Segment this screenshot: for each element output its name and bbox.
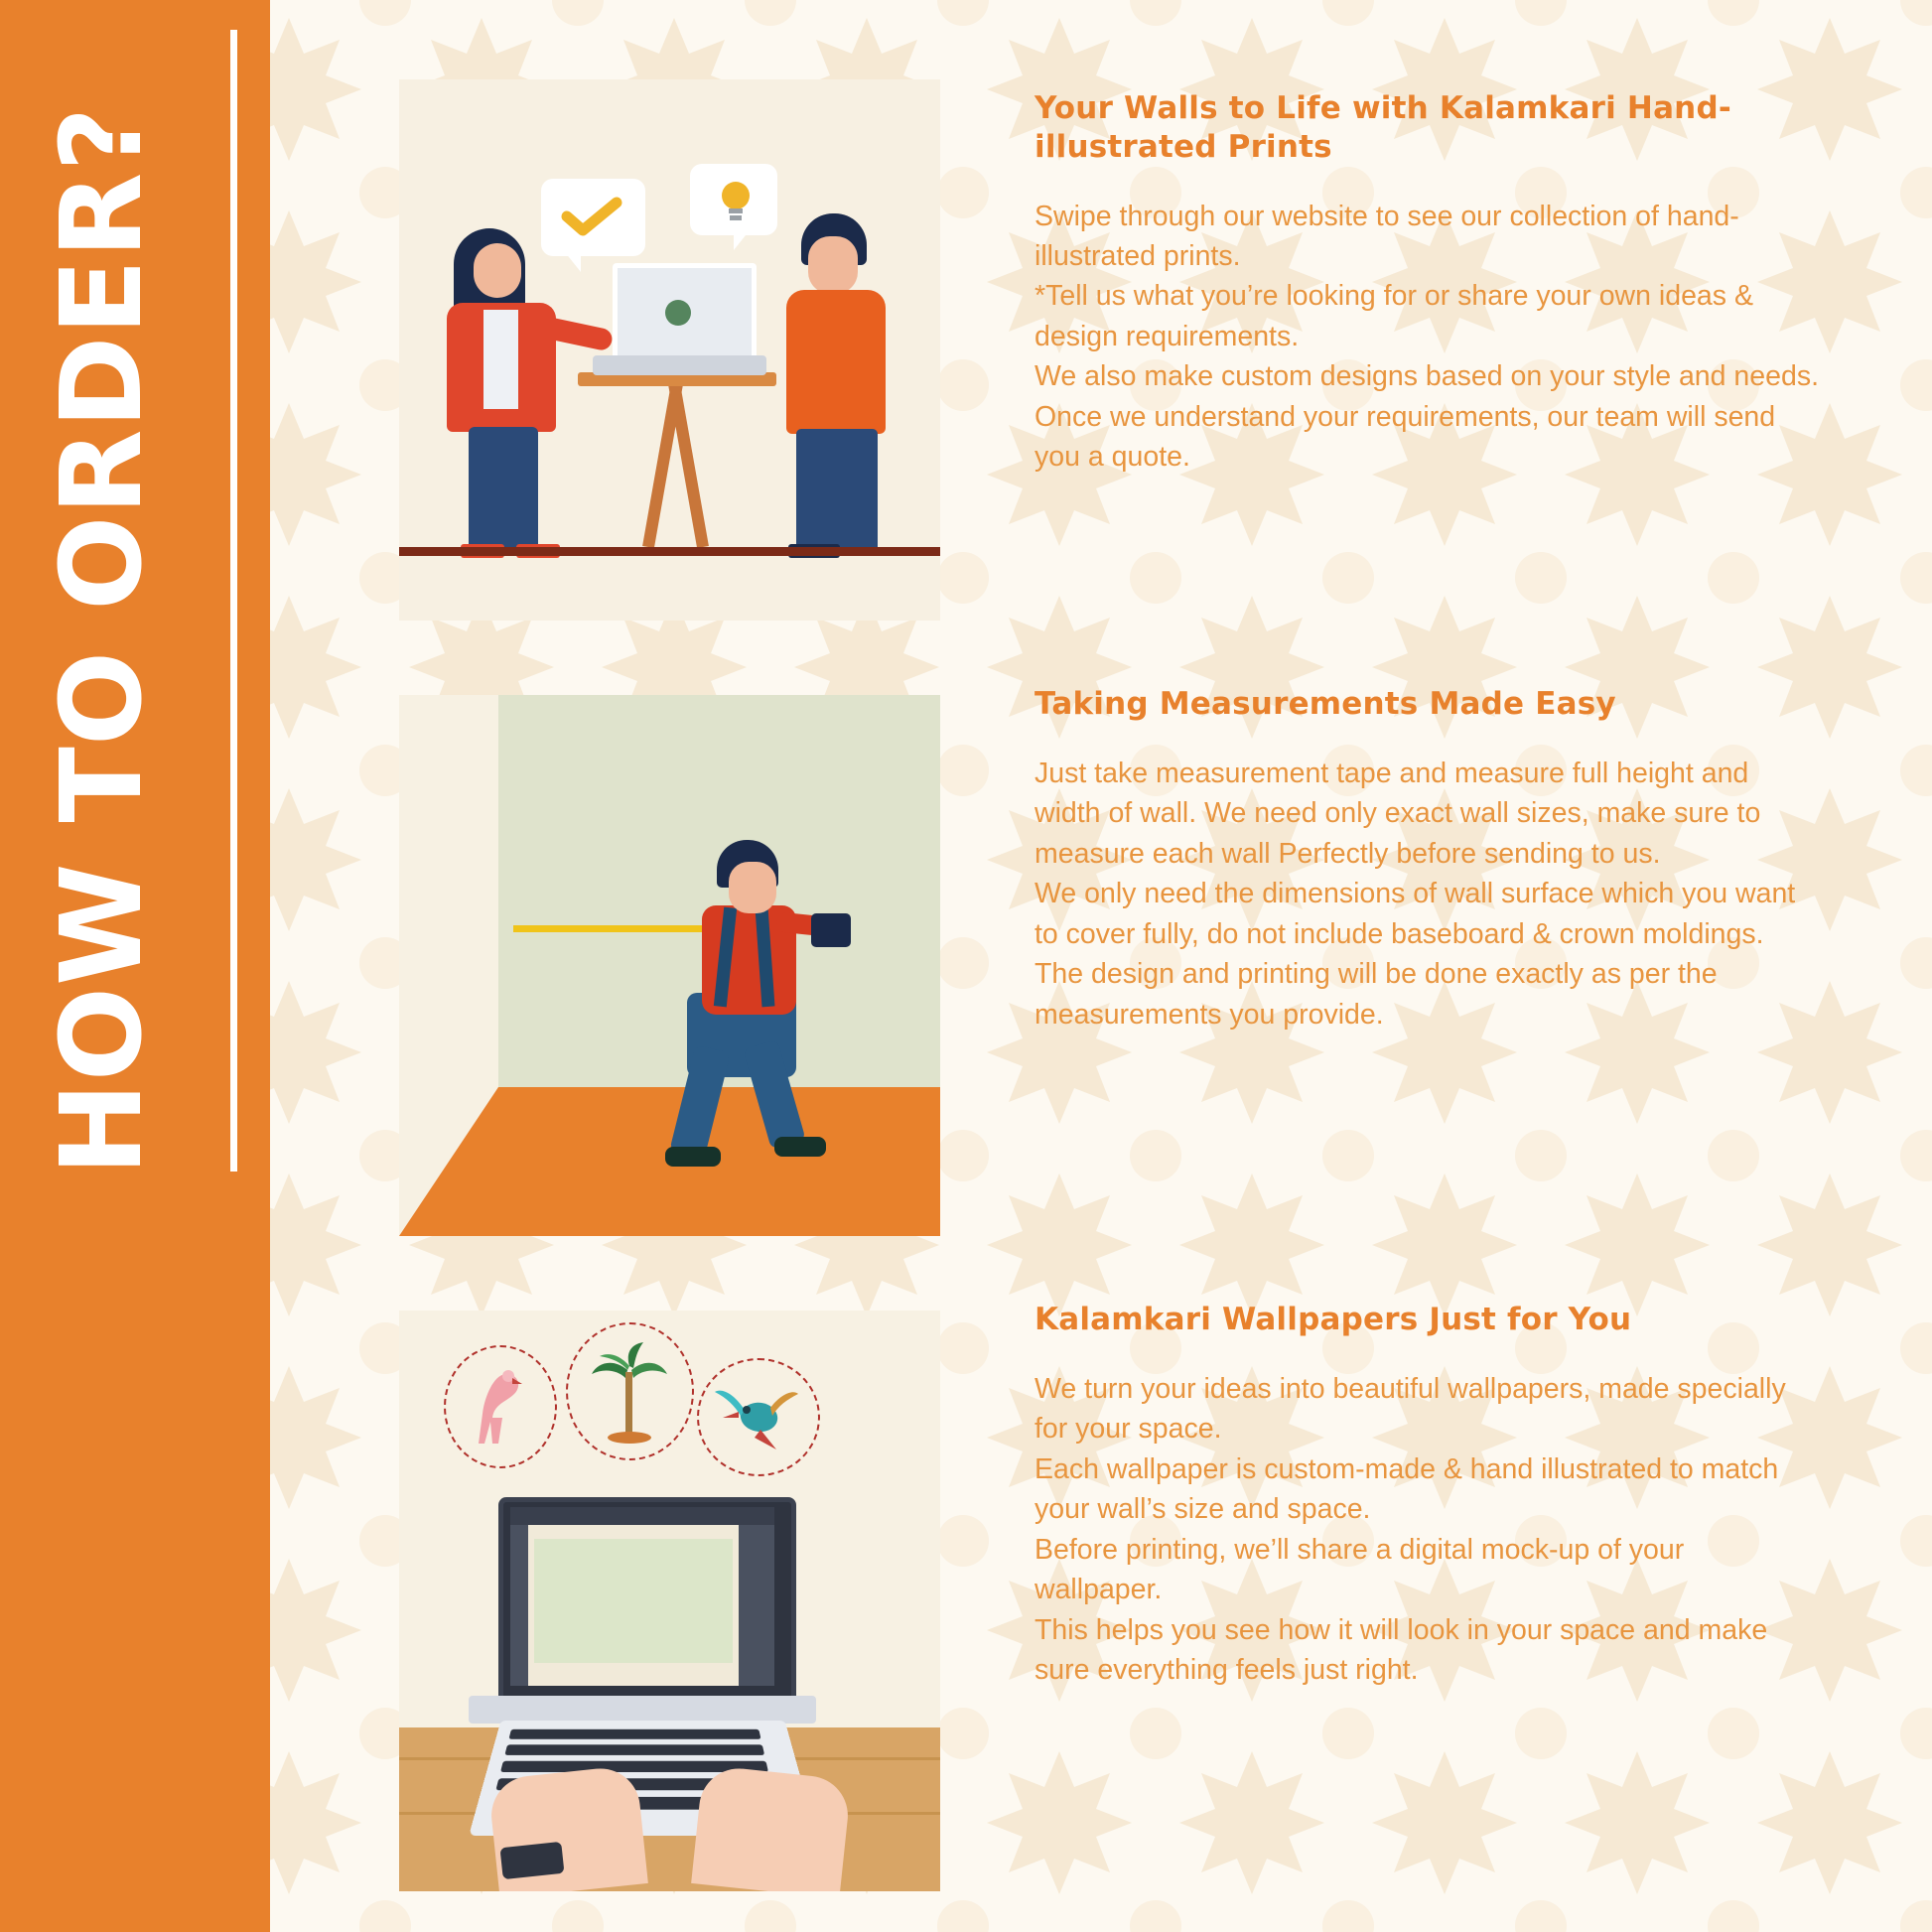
man-sweater xyxy=(786,290,886,434)
section-step-3 xyxy=(270,1302,1932,1906)
woman-shirt xyxy=(483,310,518,409)
section-paragraph-3-4: This helps you see how it will look in your space and make sure everything feels just right. xyxy=(1035,1613,1768,1687)
section-paragraph-1-2: *Tell us what you’re looking for or share your own ideas & design requirements. xyxy=(1035,280,1753,352)
worker-face xyxy=(729,862,776,913)
text-step-1 xyxy=(1035,89,1819,478)
brand-logo-icon xyxy=(665,300,691,326)
section-paragraph-3-2: Each wallpaper is custom-made & hand illustrated to match your wall’s size and space. xyxy=(1035,1452,1779,1526)
worker-shoe-back xyxy=(665,1147,721,1167)
man-face xyxy=(808,236,858,294)
right-hand xyxy=(691,1764,852,1891)
hummingbird-motif xyxy=(711,1372,802,1459)
section-title-1: Your Walls to Life with Kalamkari Hand-illustrated Prints xyxy=(1035,90,1731,165)
wristwatch xyxy=(499,1842,564,1879)
software-tool-panel xyxy=(510,1525,528,1686)
worker-shoe-front xyxy=(774,1137,826,1157)
section-paragraph-2-1: Just take measurement tape and measure full height and width of wall. We need only exact wall sizes, make sure to measure each wall Perfectly before sending to us. xyxy=(1035,757,1761,870)
floor-corner xyxy=(399,1087,498,1236)
woman-legs xyxy=(469,427,538,551)
woman-face xyxy=(474,243,521,298)
software-toolbar xyxy=(510,1507,774,1525)
flamingo-motif xyxy=(459,1360,538,1451)
section-paragraph-2-2: We only need the dimensions of wall surface which you want to cover fully, do not include baseboard & crown moldings. xyxy=(1035,878,1796,950)
section-step-1 xyxy=(270,79,1932,635)
section-paragraph-3-3: Before printing, we’ll share a digital mock-up of your wallpaper. xyxy=(1035,1533,1685,1606)
palm-tree-motif xyxy=(584,1340,675,1444)
banner-divider-rule xyxy=(230,30,237,1172)
illustration-step-1 xyxy=(399,79,940,621)
software-layers-panel xyxy=(739,1525,774,1686)
lightbulb-icon xyxy=(719,179,753,222)
section-paragraph-1-1: Swipe through our website to see our collection of hand-illustrated prints. xyxy=(1035,200,1739,272)
laptop-base xyxy=(593,355,766,375)
floor-line xyxy=(399,547,940,556)
laptop-body xyxy=(469,1696,816,1724)
content-area xyxy=(270,0,1932,1932)
text-step-3 xyxy=(1035,1301,1819,1691)
tape-measure-case xyxy=(811,913,851,947)
section-title-3: Kalamkari Wallpapers Just for You xyxy=(1035,1302,1632,1337)
section-paragraph-1-3: We also make custom designs based on your style and needs. xyxy=(1035,360,1819,393)
text-step-2 xyxy=(1035,685,1819,1035)
section-paragraph-3-1: We turn your ideas into beautiful wallpapers, made specially for your space. xyxy=(1035,1372,1786,1446)
desk-leg-right xyxy=(667,375,709,548)
section-paragraph-2-3: The design and printing will be done exactly as per the measurements you provide. xyxy=(1035,958,1718,1031)
illustration-step-3 xyxy=(399,1311,940,1891)
section-step-2 xyxy=(270,686,1932,1251)
check-icon xyxy=(561,197,622,236)
section-title-2: Taking Measurements Made Easy xyxy=(1035,686,1616,722)
illustration-step-2 xyxy=(399,695,940,1236)
page-title: HOW TO ORDER? xyxy=(38,105,167,1175)
wallpaper-artwork-preview xyxy=(534,1539,733,1663)
section-paragraph-1-4: Once we understand your requirements, our team will send you a quote. xyxy=(1035,400,1776,474)
man-legs xyxy=(796,429,878,553)
